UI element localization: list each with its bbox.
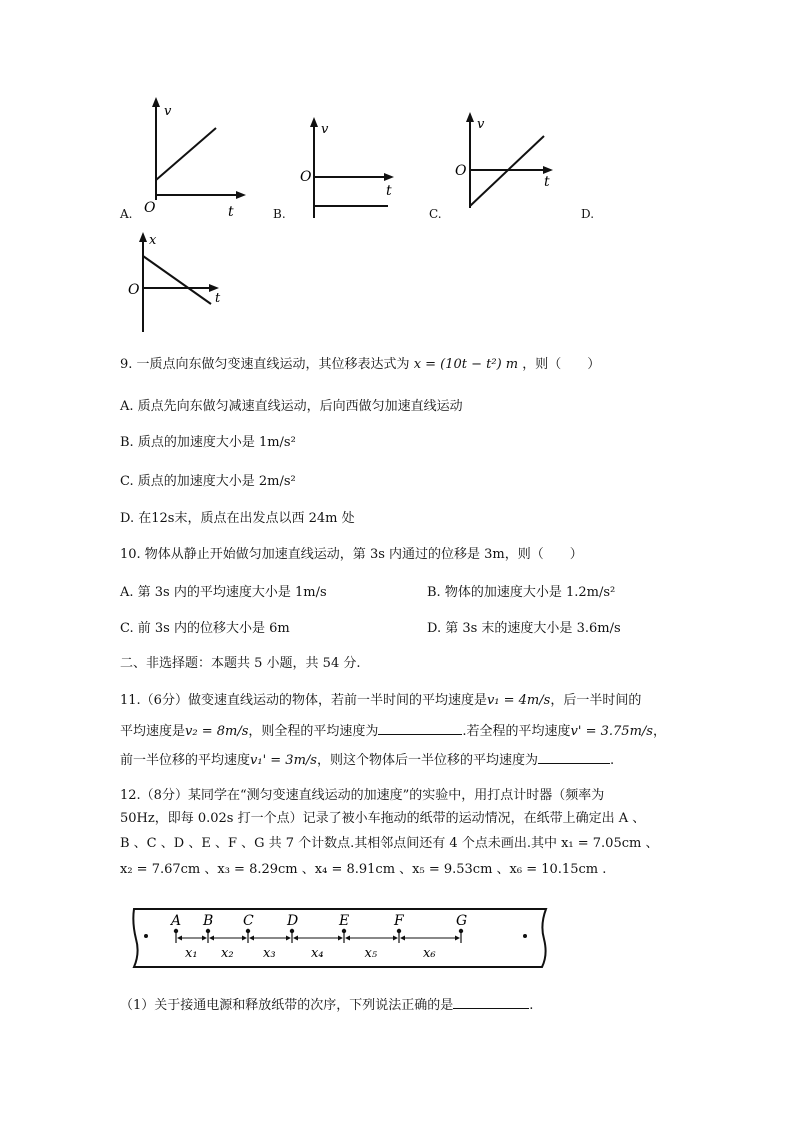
- q10-option-c[interactable]: C. 前 3s 内的位移大小是 6m: [120, 621, 290, 636]
- graph-a-letter: A.: [120, 207, 133, 221]
- tape-label-G: G: [456, 913, 468, 929]
- tape-label-E: E: [339, 913, 350, 929]
- q11-line2: 平均速度是v₂ = 8m/s，则全程的平均速度为 .若全程的平均速度v' = 3.75m/s，: [120, 720, 666, 741]
- q9-option-d[interactable]: D. 在12s末，质点在出发点以西 24m 处: [120, 511, 355, 526]
- tape-label-D: D: [287, 913, 299, 929]
- svg-text:O: O: [455, 163, 467, 179]
- svg-text:O: O: [144, 200, 156, 216]
- tape-segment-label: x₄: [311, 946, 324, 961]
- tape-segment-label: x₃: [263, 946, 276, 961]
- tape-label-B: B: [203, 913, 214, 929]
- svg-text:t: t: [215, 291, 221, 306]
- svg-text:x: x: [149, 233, 157, 248]
- q9-option-a[interactable]: A. 质点先向东做匀减速直线运动，后向西做匀加速直线运动: [120, 399, 463, 414]
- graph-c-vt-crossing: [452, 108, 562, 218]
- graph-a-vt-rising: [138, 95, 250, 225]
- tape-segment-label: x₁: [185, 946, 198, 961]
- graph-d-letter: D.: [581, 207, 595, 221]
- q12-line4: x₂ = 7.67cm 、x₃ = 8.29cm 、x₄ = 8.91cm 、x₅ = 9.53cm 、x₆ = 10.15cm .: [120, 862, 607, 877]
- q10-option-d[interactable]: D. 第 3s 末的速度大小是 3.6m/s: [427, 621, 621, 636]
- q12-line1: 12.（8分）某同学在“测匀变速直线运动的加速度”的实验中，用打点计时器（频率为: [120, 788, 605, 803]
- q11-answer-blank-2[interactable]: [538, 749, 610, 764]
- q10-option-a[interactable]: A. 第 3s 内的平均速度大小是 1m/s: [120, 585, 327, 600]
- section2-heading: 二、非选择题：本题共 5 小题，共 54 分.: [120, 656, 361, 671]
- tape-segment-label: x₂: [221, 946, 234, 961]
- q9-formula: x = (10t − t²) m: [413, 357, 519, 372]
- q12-sub1-answer-blank[interactable]: [453, 994, 529, 1009]
- q9-stem: 9. 一质点向东做匀变速直线运动，其位移表达式为 x = (10t − t²) m ，则（ ）: [120, 357, 601, 372]
- q12-line2: 50Hz，即每 0.02s 打一个点）记录了被小车拖动的纸带的运动情况，在纸带上确定出 A 、: [120, 811, 646, 826]
- svg-text:t: t: [386, 183, 392, 199]
- q9-option-c[interactable]: C. 质点的加速度大小是 2m/s²: [120, 474, 296, 489]
- tape-label-A: A: [171, 913, 182, 929]
- q11-line1: 11.（6分）做变速直线运动的物体，若前一半时间的平均速度是v₁ = 4m/s，后一半时间的: [120, 693, 642, 708]
- svg-text:v: v: [477, 117, 485, 132]
- svg-text:v: v: [321, 122, 329, 137]
- tape-segment-label: x₅: [364, 946, 378, 961]
- graph-b-letter: B.: [273, 207, 286, 221]
- svg-text:O: O: [128, 282, 140, 298]
- tape-label-C: C: [243, 913, 254, 929]
- svg-text:v: v: [164, 104, 172, 119]
- q9-option-b[interactable]: B. 质点的加速度大小是 1m/s²: [120, 435, 296, 450]
- svg-text:t: t: [544, 174, 550, 190]
- graph-d-xt-falling: [125, 228, 235, 336]
- q12-line3: B 、C 、D 、E 、F 、G 共 7 个计数点.其相邻点间还有 4 个点未画出.其中 x₁ = 7.05cm 、: [120, 836, 659, 851]
- q10-option-b[interactable]: B. 物体的加速度大小是 1.2m/s²: [427, 585, 616, 600]
- q12-sub1: （1）关于接通电源和释放纸带的次序，下列说法正确的是 .: [120, 994, 533, 1015]
- graph-b-vt-constant: [296, 113, 406, 223]
- tape-segment-label: x₆: [423, 946, 436, 961]
- tape-label-F: F: [394, 913, 404, 929]
- svg-text:t: t: [228, 204, 234, 220]
- q11-line3: 前一半位移的平均速度v₁' = 3m/s，则这个物体后一半位移的平均速度为 .: [120, 749, 614, 770]
- svg-text:O: O: [300, 169, 312, 185]
- paper-tape-diagram: [128, 905, 553, 970]
- q11-answer-blank-1[interactable]: [378, 720, 462, 735]
- graph-c-letter: C.: [429, 207, 442, 221]
- q10-stem: 10. 物体从静止开始做匀加速直线运动，第 3s 内通过的位移是 3m，则（ ）: [120, 547, 583, 562]
